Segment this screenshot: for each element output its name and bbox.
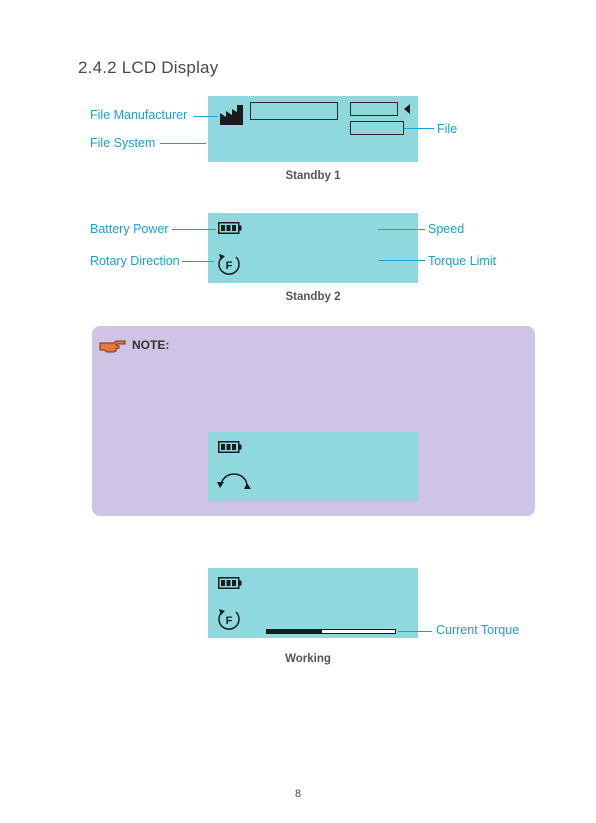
label-rotary-direction: Rotary Direction [90, 254, 180, 268]
label-file: File [437, 122, 458, 136]
selector-arrow-icon [404, 104, 410, 114]
leader-torque-limit [378, 260, 425, 261]
lcd-note [208, 432, 418, 502]
direction-letter: F [225, 260, 233, 272]
page-number: 8 [294, 788, 302, 800]
battery-icon [218, 577, 242, 589]
leader-speed [378, 229, 425, 230]
section-heading: 2.4.2 LCD Display [78, 58, 219, 77]
rotary-direction-forward-icon [216, 251, 242, 277]
leader-rotary-direction [182, 261, 214, 262]
caption-standby-1: Standby 1 [285, 170, 341, 182]
label-current-torque: Current Torque [436, 623, 520, 637]
leader-file [404, 128, 434, 129]
pointing-hand-icon [98, 338, 126, 354]
label-battery-power: Battery Power [90, 222, 169, 236]
leader-current-torque [398, 631, 432, 632]
label-file-system: File System [90, 136, 156, 150]
lcd-working [208, 568, 418, 638]
label-speed: Speed [428, 222, 465, 236]
direction-letter: F [225, 615, 233, 627]
caption-standby-2: Standby 2 [285, 291, 341, 303]
label-file-manufacturer: File Manufacturer [90, 108, 188, 122]
file-box [350, 121, 404, 135]
battery-icon [218, 441, 242, 453]
rotary-direction-forward-icon [216, 606, 242, 632]
torque-bar [266, 629, 396, 634]
factory-icon [220, 105, 244, 125]
leader-battery-power [172, 229, 216, 230]
file-system-box [350, 102, 398, 116]
leader-file-system [160, 143, 206, 144]
reciprocating-direction-icon [216, 470, 252, 494]
caption-working: Working [285, 653, 331, 665]
lcd-standby-1 [208, 96, 418, 162]
leader-file-manufacturer [194, 116, 218, 117]
torque-bar-fill [267, 630, 322, 633]
lcd-standby-2 [208, 213, 418, 283]
label-torque-limit: Torque Limit [428, 254, 497, 268]
note-title: NOTE: [132, 338, 170, 352]
battery-icon [218, 222, 242, 234]
file-manufacturer-box [250, 102, 338, 120]
